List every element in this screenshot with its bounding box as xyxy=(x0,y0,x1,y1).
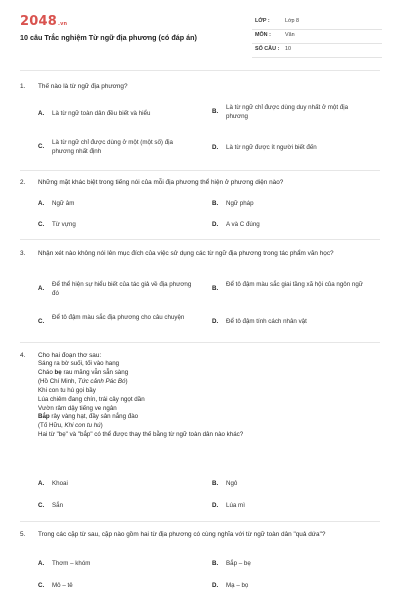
poem-text: ) xyxy=(125,377,128,385)
poem-line xyxy=(38,431,358,440)
poem-text: Khi con tu hú xyxy=(64,422,101,430)
poem-text: rau măng vẫn sẵn sàng xyxy=(61,368,129,376)
section-divider xyxy=(20,239,380,240)
poem-text: Cháo xyxy=(38,368,55,376)
poem-excerpt xyxy=(38,360,358,440)
question-text: Những mặt khác biệt trong tiếng nói của mỗi địa phương thể hiện ở phương diện nào? xyxy=(38,179,284,186)
poem-line xyxy=(38,422,358,431)
document-title: 10 câu Trắc nghiệm Từ ngữ địa phương (có đáp án) xyxy=(20,33,197,42)
poem-text: Bắp xyxy=(38,413,50,421)
poem-line xyxy=(38,387,358,396)
question-number: 5. xyxy=(20,531,26,538)
poem-text: Tức cảnh Pác Bó xyxy=(77,377,126,385)
poem-text: bẹ xyxy=(54,368,62,376)
question-number: 3. xyxy=(20,250,26,257)
poem-line xyxy=(38,413,358,422)
poem-text: Hai từ "bẹ" và "bắp" có thể được thay thế bằng từ ngữ toàn dân nào khác? xyxy=(38,431,244,439)
question-text: Trong các cặp từ sau, cặp nào gồm hai từ địa phương có cùng nghĩa với từ ngữ toàn dân "quả dứa"? xyxy=(38,531,326,538)
meta-value: 10 xyxy=(285,46,291,52)
meta-label: MÔN : xyxy=(255,32,271,38)
section-divider xyxy=(20,342,380,343)
poem-text: Sáng ra bờ suối, tối vào hang xyxy=(38,360,120,367)
question-text: Cho hai đoạn thơ sau: xyxy=(38,352,102,359)
poem-line xyxy=(38,360,358,369)
poem-text: Vườn râm dậy tiếng ve ngân xyxy=(38,404,117,412)
meta-label: SỐ CÂU : xyxy=(255,46,280,52)
question-number: 2. xyxy=(20,179,26,186)
document-page: 2048.vn 10 câu Trắc nghiệm Từ ngữ địa phương (có đáp án) LỚP : Lớp 8 MÔN : Văn SỐ CÂU : 10 1. Thế nào là từ ngữ địa phương? A. Là từ ngữ toàn dân đều biết và hiểu B. Là từ ngữ chỉ được dùng duy nhất ở một địa phương C. Là từ ngữ chỉ được dùng ở một (một số) địa phương nhất định D. Là từ ngữ được ít người biết đến 2. Những mặt khác biệt trong tiếng nói của mỗi địa phương thể hiện ở phương diện nào? A. Ngữ âm B. Ngữ pháp C. Từ vựng D. A và C đúng 3. Nhận xét nào không nói lên mục đích của việc sử dụng các từ ngữ địa phương trong tác phẩm văn học? A. Để thể hiện sự hiểu biết của tác giả về địa phương đó B. Để tô đậm màu sắc giai tầng xã hội của ngôn ngữ C. Để tô đậm màu sắc địa phương cho câu chuyện D. Để tô đậm tính cách nhân vật 4. Cho hai đoạn thơ sau: Sáng ra bờ suối, tối vào hang Cháo bẹ rau măng vẫn sẵn sàng (Hồ Chí Minh, Tức cảnh Pác Bó) Khi con tu hú gọi bầy Lúa chiêm đang chín, trái cây ngọt dần Vườn râm dậy tiếng ve ngân Bắp rây vàng hạt, đầy sân nắng đào (Tố Hữu, Khi con tu hú) Hai từ "bẹ" và "bắp" có thể được thay thế bằng từ ngữ toàn dân nào khác? A. Khoai B. Ngô C. Sắn D. Lúa mì 5. Trong các cặp từ sau, cặp nào gồm hai từ địa phương có cùng nghĩa với từ ngữ toàn dân "quả dứa"? A. Thơm – khóm B. Bắp – bẹ C. Mô – tê D. Mạ – bọ xyxy=(0,0,400,600)
poem-line xyxy=(38,369,358,378)
section-divider xyxy=(20,70,380,71)
poem-line xyxy=(38,405,358,414)
question-text: Thế nào là từ ngữ địa phương? xyxy=(38,83,128,90)
poem-line xyxy=(38,378,358,387)
question-number: 1. xyxy=(20,83,26,90)
poem-text: Lúa chiêm đang chín, trái cây ngọt dần xyxy=(38,395,145,403)
poem-text: Khi con tu hú gọi bầy xyxy=(38,386,96,394)
poem-line xyxy=(38,396,358,405)
site-logo[interactable]: 2048.vn xyxy=(20,14,68,29)
section-divider xyxy=(20,170,380,171)
meta-value: Văn xyxy=(285,32,295,38)
question-text: Nhận xét nào không nói lên mục đích của việc sử dụng các từ ngữ địa phương trong tác phẩm văn học? xyxy=(38,250,334,257)
meta-row-count xyxy=(252,43,382,58)
section-divider xyxy=(20,521,380,522)
poem-text: (Hồ Chí Minh, xyxy=(38,377,78,385)
question-number: 4. xyxy=(20,352,26,359)
poem-text: (Tố Hữu, xyxy=(38,422,65,430)
poem-text: ) xyxy=(100,422,103,430)
poem-text: rây vàng hạt, đầy sân nắng đào xyxy=(49,413,139,421)
meta-value: Lớp 8 xyxy=(285,18,300,24)
document-header xyxy=(0,0,400,62)
meta-label: LỚP : xyxy=(255,18,270,24)
meta-row-grade xyxy=(252,15,382,30)
meta-row-subject xyxy=(252,29,382,44)
